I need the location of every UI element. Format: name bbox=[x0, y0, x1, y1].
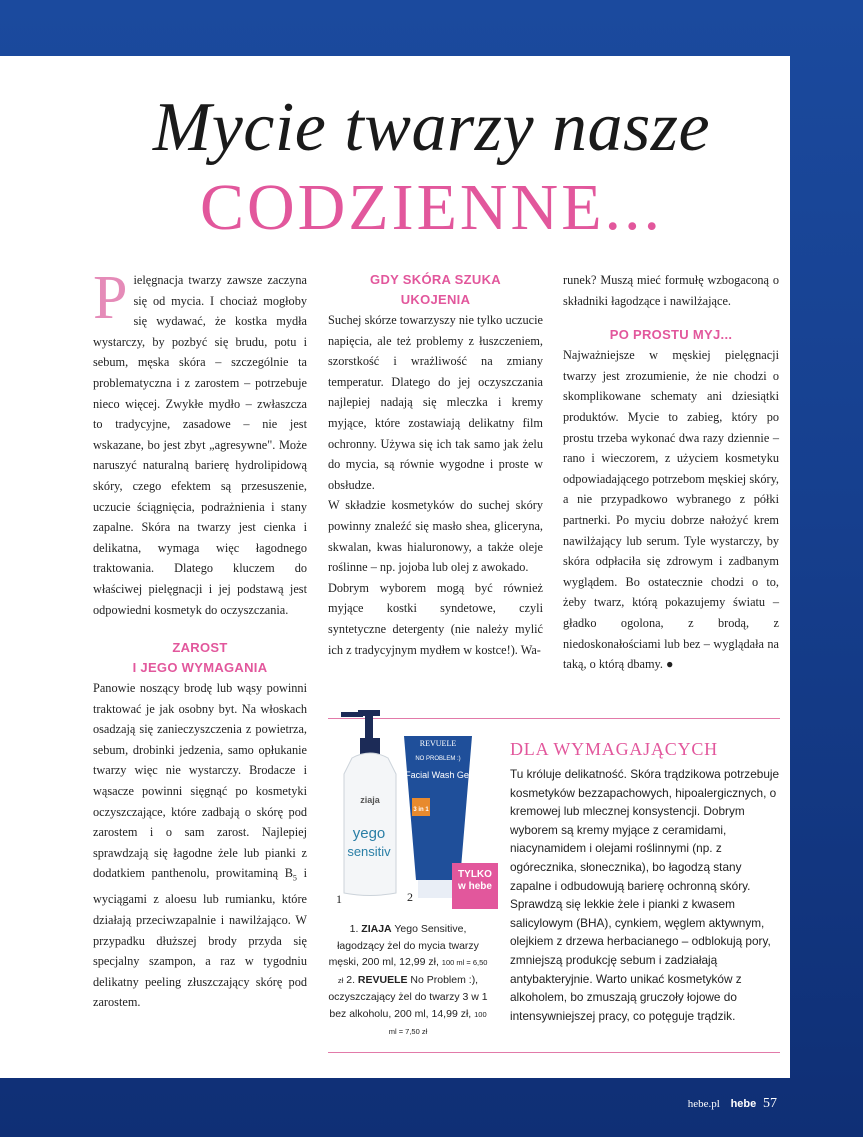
text-part: i wyciągami z aloesu lub rumianku, które działają przeciwzapalnie i nawilżająco. W przypadku dłuższej brody przyda się specjalny szampon, a raz w tygodniu delikatny peeling złuszczający skórę pod zarostem. bbox=[93, 866, 307, 1010]
intro-text: ielęgnacja twarzy zawsze zaczyna się od mycia. I chociaż mogłoby się wydawać, że kostka mydła wystarczy, by pozbyć się brudu, potu i sebum, męska skóra – szczególnie ta problematyczna i z zarostem – potrzebuje nieco więcej. Zwykłe mydło – zwłaszcza to tradycyjne, zasadowe – nie jest wskazane, bo jest zbyt „agresywne". Może naruszyć naturalną barierę hydrolipidową skóry, czego efektem są przesuszenie, uczucie ściągnięcia, podrażnienia i stany zapalne. Skóra na twarzy jest cienka i delikatna, wymaga więc łagodnego traktowania. Dlatego kluczem do właściwej pielęgnacji i jej podstawą jest odpowiedni kosmetyk do oczyszczania. bbox=[93, 273, 307, 617]
caption-brand: REVUELE bbox=[357, 973, 408, 986]
heading-line: GDY SKÓRA SZUKA bbox=[370, 272, 501, 287]
caption-text: Yego Sensitive, łagodzący żel do mycia twarzy męski, 200 ml, 12,99 zł, bbox=[328, 923, 479, 968]
box-bottom-rule-left bbox=[328, 1052, 498, 1053]
caption-text: No Problem :), oczyszczający żel do twarzy 3 w 1 bez alkoholu, 200 ml, 14,99 zł, bbox=[328, 973, 488, 1020]
caption-unit-price: 100 ml = 7,50 zł bbox=[388, 1009, 487, 1036]
tube-name: Facial Wash Gel bbox=[405, 770, 471, 780]
caption-num: 2. bbox=[343, 973, 358, 986]
bottle-name-1: yego bbox=[352, 825, 386, 842]
heading-line: I JEGO WYMAGANIA bbox=[132, 660, 268, 676]
badge-line: TYLKO bbox=[458, 869, 492, 880]
tube-line: NO PROBLEM :) bbox=[415, 756, 461, 762]
bottle-brand: ziaja bbox=[360, 795, 380, 805]
section-heading-myj: PO PROSTU MYJ... bbox=[609, 327, 733, 343]
text-part: Najważniejsze w męskiej pielęgnacji twarzy jest zrozumienie, że nie chodzi o skomplikowane schematy ani dziesiątki produktów. Mycie to zabieg, który po prostu trzeba wykonać dwa razy dziennie – rano i wieczorem, z użyciem kosmetyku odpowiadającego potrzebom męskiej skóry, a nie przypadkowo wybranego z półki partnerki. Po myciu dobrze nałożyć krem nawilżający lub serum. Tyle wystarczy, by skóra odpłaciła się zdrowym i zadbanym wyglądem. Bo ostatecznie chodzi o to, żeby twarz, którą pokazujemy światu – gładko ogolona, z brodą, z niedoskonałościami lub bez – wyglądała na taką, o którą dbamy. bbox=[563, 348, 779, 672]
section-heading-ukojenia bbox=[328, 270, 543, 310]
text-part: Panowie noszący brodę lub wąsy powinni traktować je jak osobny byt. Na włoskach osadzają się zanieczyszczenia z powietrza, sebum, drobinki jedzenia, samo opłukanie twarzy więc nie wystarczy. Brodacze i wąsacze powinni sięgnąć po kosmetyki oczyszczające, które zadbają o skórę pod zarostem i o sam zarost. Najlepiej sprawdzają się łagodne żele lub pianki z dodatkiem panthenolu, prowitaminą B bbox=[93, 681, 307, 881]
page-number: 57 bbox=[763, 1096, 777, 1111]
subscript: 5 bbox=[292, 873, 297, 883]
drop-cap: P bbox=[93, 264, 128, 332]
bottle-name-2: sensitiv bbox=[347, 844, 391, 859]
tylko-w-hebe-badge bbox=[452, 863, 498, 909]
heading-line: UKOJENIA bbox=[400, 292, 471, 307]
title-line-2: CODZIENNE... bbox=[199, 171, 664, 244]
caption-num: 1. bbox=[349, 923, 362, 935]
product-caption bbox=[328, 921, 488, 1041]
tube-badge: 3 in 1 bbox=[413, 807, 429, 813]
footer-site: hebe.pl bbox=[687, 1098, 720, 1110]
section-heading-zarost bbox=[93, 638, 307, 678]
caption-unit-price: 100 ml = 6,50 zł bbox=[337, 958, 488, 985]
end-mark-icon: ● bbox=[666, 657, 674, 672]
product-number-2: 2 bbox=[407, 890, 413, 904]
box-text: Tu króluje delikatność. Skóra trądzikowa potrzebuje kosmetyków bezzapachowych, hipoalergicznych, o kremowej lub mlecznej konsystencji. Dobrym wyborem są kremy myjące z ceramidami, niacynamidem i olejami roślinnymi (np. z ogórecznika, słonecznika), bo łagodzą stany zapalne i odbudowują barierę ochronną skóry. Sprawdzą się lekkie żele i pianki z kwasem salicylowym (BHA), cynkiem, węglem aktywnym, olejkiem z drzewa herbacianego – odblokują pory, zmniejszą produkcję sebum i zadziałają antybakteryjnie. Warto unikać kosmetyków z alkoholem, bo zmuszają gruczoły łojowe do intensywniejszej pracy, co potęguje trądzik. bbox=[510, 767, 780, 1023]
paragraph: runek? Muszą mieć formułę wzbogaconą o składniki łagodzące i nawilżające. bbox=[563, 273, 779, 308]
box-bottom-rule bbox=[498, 1052, 780, 1053]
paragraph: Suchej skórze towarzyszy nie tylko uczucie napięcia, ale też problemy z łuszczeniem, szorstkość i wrażliwość na zmiany temperatur. Dlatego do jej oczyszczania najlepiej nadają się mleczka i kremy myjące, które zostawiają delikatny film ochronny. Używa się ich tak samo jak żelu do mycia, są równie wygodne i proste w obsłudze. bbox=[328, 313, 543, 492]
column-2 bbox=[328, 270, 543, 660]
paragraph: Dobrym wyborem mogą być również myjące kostki syndetowe, czyli syntetyczne detergenty (nie należy mylić ich z tradycyjnym mydłem w kostce!). Wa- bbox=[328, 580, 543, 657]
footer-logo: hebe bbox=[730, 1098, 757, 1110]
box-title: DLA WYMAGAJĄCYCH bbox=[510, 739, 718, 759]
badge-line: w hebe bbox=[458, 881, 492, 892]
intro-paragraph bbox=[93, 264, 307, 620]
paragraph: W składzie kosmetyków do suchej skóry powinny znaleźć się masło shea, gliceryna, skwalan, kwas hialuronowy, a także oleje roślinne – np. jojoba lub olej z awokado. bbox=[328, 498, 543, 575]
box-top-rule bbox=[498, 718, 780, 719]
heading-line: ZAROST bbox=[172, 640, 228, 656]
paragraph bbox=[563, 345, 779, 675]
page-footer bbox=[688, 1096, 777, 1112]
title-line-1: Mycie twarzy nasze bbox=[152, 89, 711, 166]
tube-brand: REVUELE bbox=[419, 739, 457, 748]
product-number-1: 1 bbox=[336, 892, 342, 906]
zarost-paragraph bbox=[93, 678, 307, 1013]
caption-brand: ZIAJA bbox=[361, 923, 392, 935]
column-1 bbox=[93, 264, 307, 1013]
column-3 bbox=[563, 270, 779, 675]
